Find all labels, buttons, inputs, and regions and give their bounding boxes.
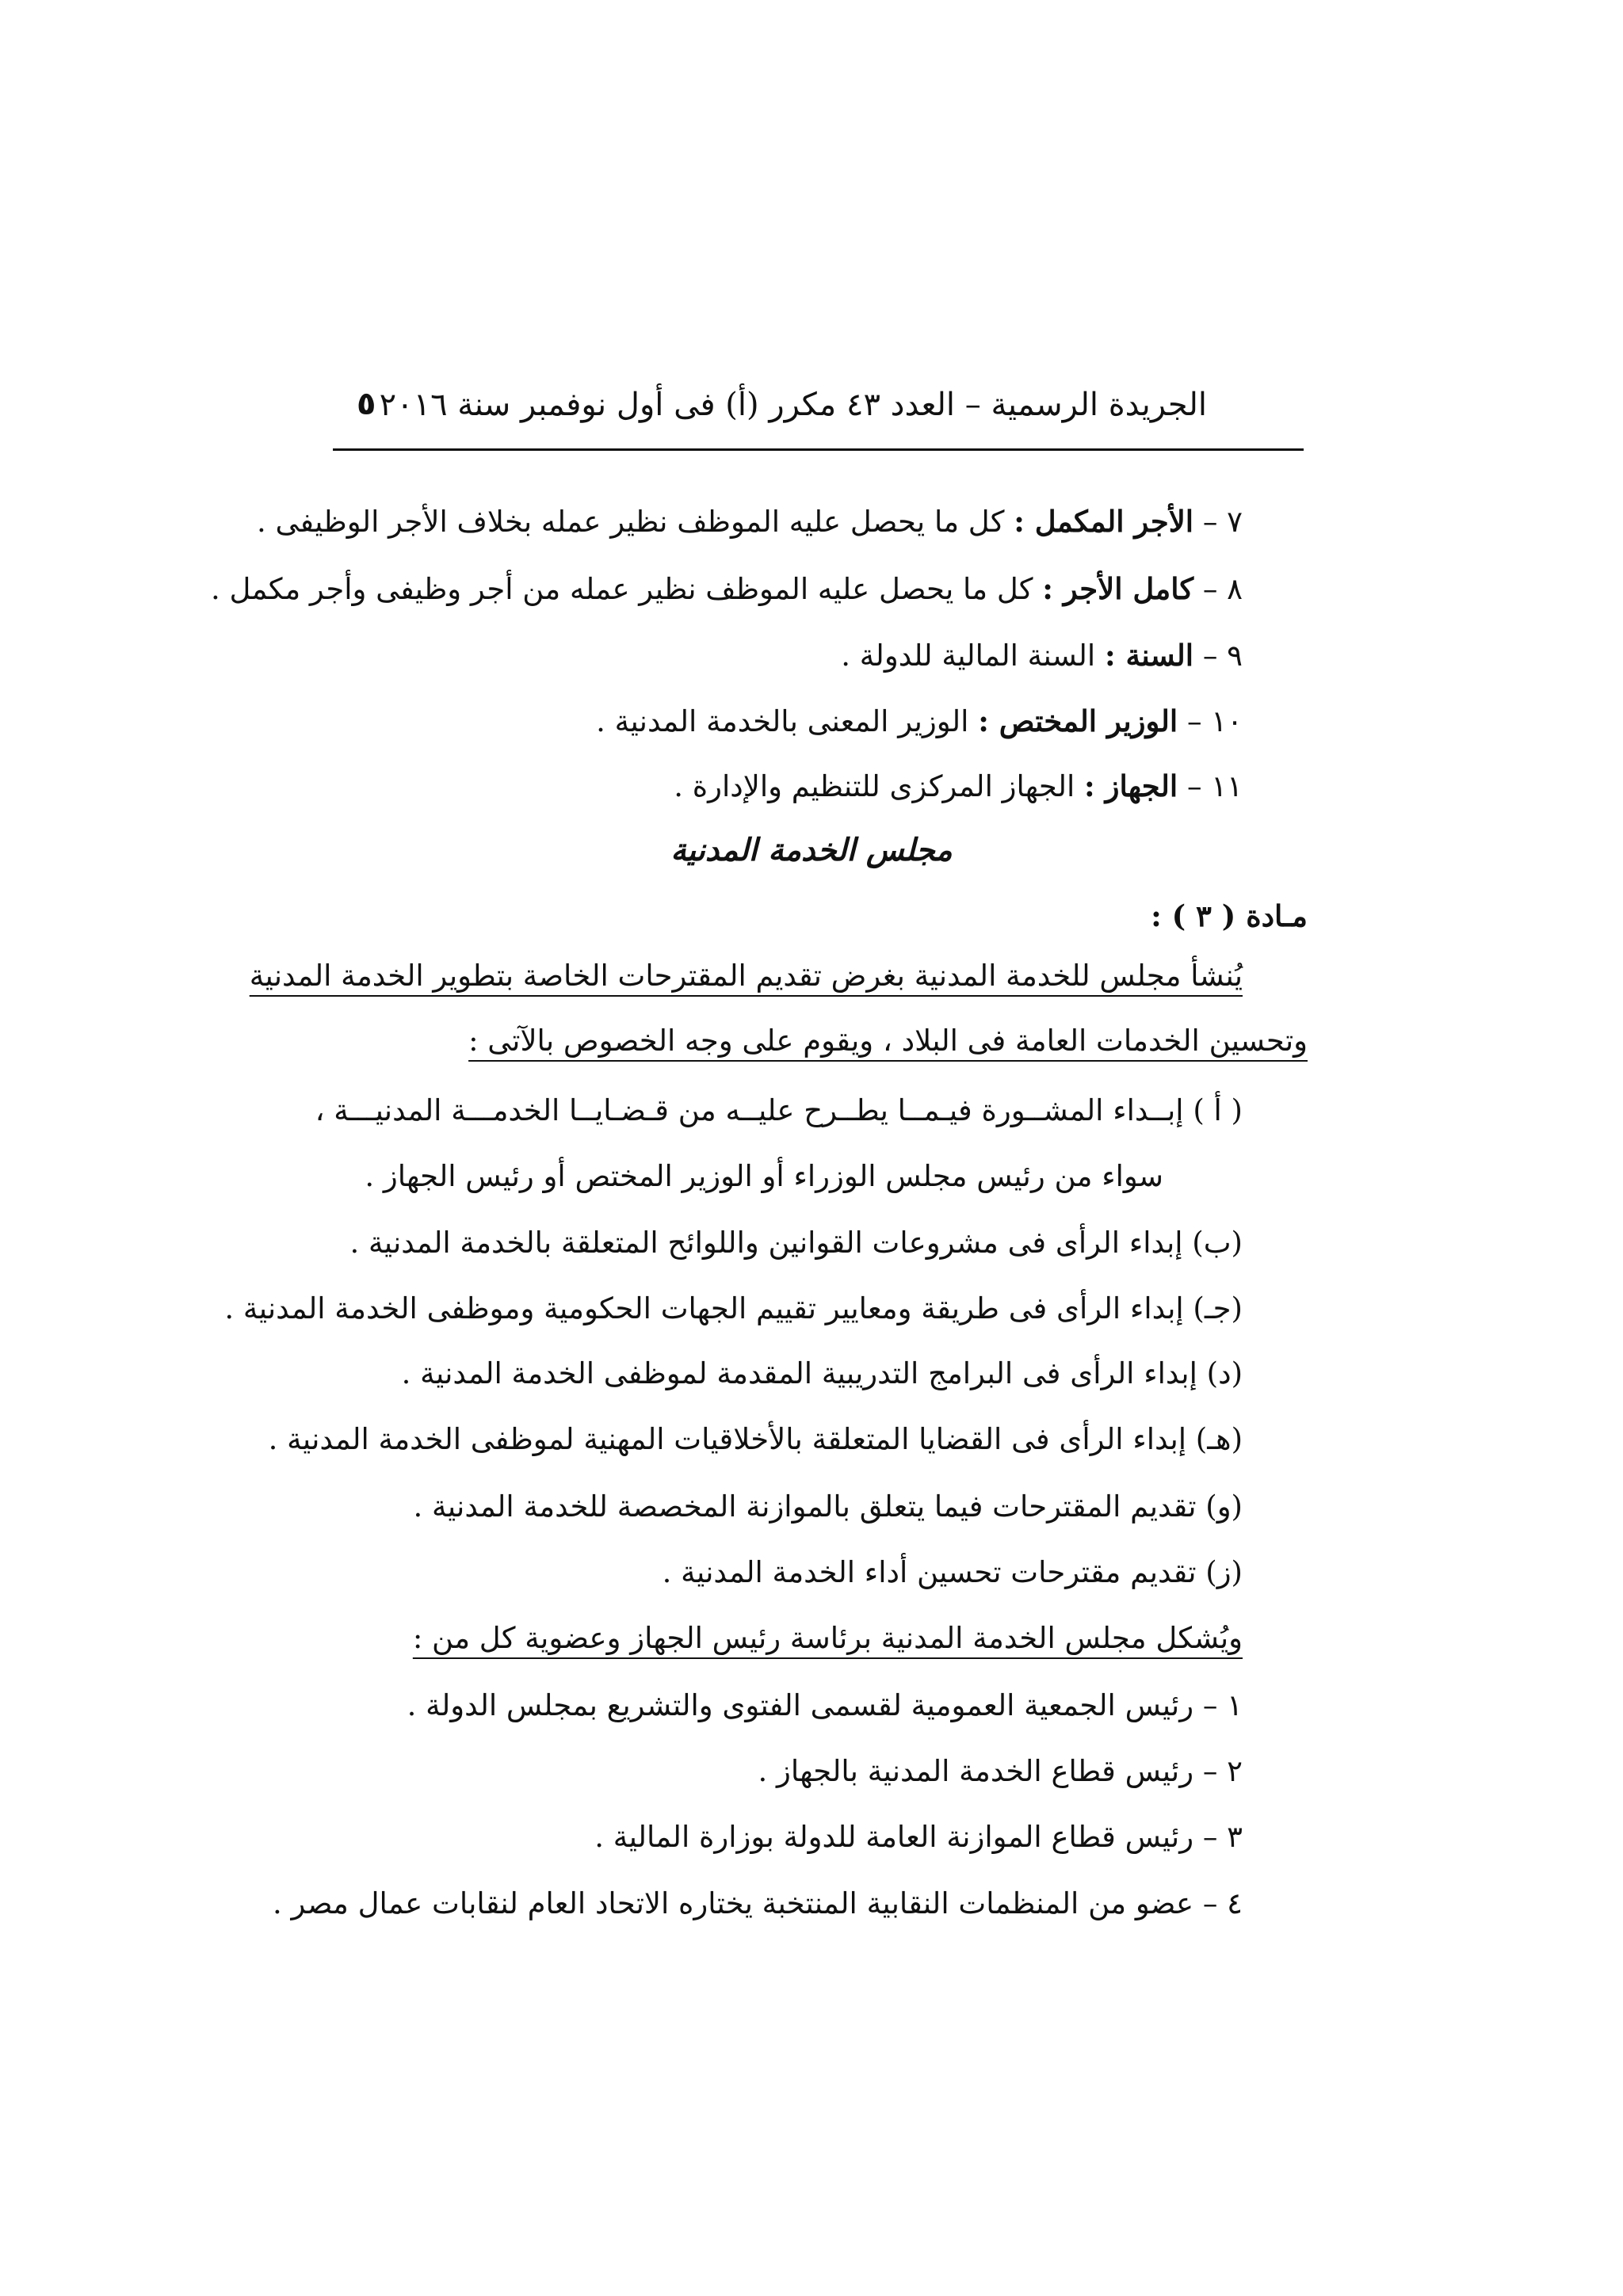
definition-number: ٧ – <box>1202 505 1243 539</box>
definition-8 <box>211 571 1243 607</box>
definition-text: الجهاز المركزى للتنظيم والإدارة . <box>674 769 1075 803</box>
definition-term: الوزير المختص : <box>978 704 1178 738</box>
article-paragraph-line-2: وتحسين الخدمات العامة فى البلاد ، ويقوم على وجه الخصوص بالآتى : <box>468 1024 1308 1058</box>
item-g: (ز) تقديم مقترحات تحسين أداء الخدمة المدنية . <box>662 1555 1243 1589</box>
article-label: مـادة ( ٣ ) : <box>1151 898 1308 933</box>
definition-text: كل ما يحصل عليه الموظف نظير عمله من أجر وظيفى وأجر مكمل . <box>210 572 1033 606</box>
definition-number: ١١ – <box>1186 769 1243 803</box>
definition-9 <box>841 638 1243 673</box>
definition-term: السنة : <box>1104 638 1194 673</box>
member-3: ٣ – رئيس قطاع الموازنة العامة للدولة بوزارة المالية . <box>594 1820 1243 1854</box>
item-e: (هـ) إبداء الرأى فى القضايا المتعلقة بالأخلاقيات المهنية لموظفى الخدمة المدنية . <box>268 1422 1243 1456</box>
item-c: (جـ) إبداء الرأى فى طريقة ومعايير تقييم الجهات الحكومية وموظفى الخدمة المدنية . <box>224 1291 1243 1325</box>
definition-number: ٨ – <box>1202 572 1243 606</box>
definition-10 <box>596 704 1243 739</box>
definition-11 <box>674 769 1243 804</box>
page-number: ٥ <box>357 386 376 422</box>
page-header-title: الجريدة الرسمية – العدد ٤٣ مكرر (أ) فى أول نوفمبر سنة ٢٠١٦ <box>379 387 1207 423</box>
item-a-line-1: ( أ ) إبــداء المشــورة فيـمــا يطــرح عليــه من قـضـايــا الخدمـــة المدنيـــة ، <box>315 1093 1243 1127</box>
composition-intro: ويُشكل مجلس الخدمة المدنية برئاسة رئيس الجهاز وعضوية كل من : <box>412 1621 1243 1655</box>
definition-7 <box>257 504 1243 540</box>
definition-term: الجهاز : <box>1084 769 1178 803</box>
article-paragraph-line-1: يُنشأ مجلس للخدمة المدنية بغرض تقديم المقترحات الخاصة بتطوير الخدمة المدنية <box>249 959 1243 993</box>
member-4: ٤ – عضو من المنظمات النقابية المنتخبة يختاره الاتحاد العام لنقابات عمال مصر . <box>273 1886 1243 1920</box>
item-a-line-2: سواء من رئيس مجلس الوزراء أو الوزير المختص أو رئيس الجهاز . <box>365 1159 1163 1193</box>
definition-number: ٩ – <box>1202 639 1243 673</box>
member-1: ١ – رئيس الجمعية العمومية لقسمى الفتوى والتشريع بمجلس الدولة . <box>407 1688 1243 1722</box>
section-title: مجلس الخدمة المدنية <box>670 832 953 868</box>
item-f: (و) تقديم المقترحات فيما يتعلق بالموازنة المخصصة للخدمة المدنية . <box>413 1489 1243 1524</box>
definition-number: ١٠ – <box>1186 704 1243 738</box>
item-d: (د) إبداء الرأى فى البرامج التدريبية المقدمة لموظفى الخدمة المدنية . <box>401 1356 1243 1390</box>
member-2: ٢ – رئيس قطاع الخدمة المدنية بالجهاز . <box>758 1754 1243 1788</box>
definition-text: كل ما يحصل عليه الموظف نظير عمله بخلاف الأجر الوظيفى . <box>257 505 1005 539</box>
definition-text: السنة المالية للدولة . <box>841 639 1096 673</box>
item-b: (ب) إبداء الرأى فى مشروعات القوانين واللوائح المتعلقة بالخدمة المدنية . <box>349 1226 1243 1260</box>
definition-term: الأجر المكمل : <box>1014 504 1194 539</box>
definition-term: كامل الأجر : <box>1042 571 1194 606</box>
header-divider <box>333 448 1304 451</box>
definition-text: الوزير المعنى بالخدمة المدنية . <box>596 704 969 738</box>
